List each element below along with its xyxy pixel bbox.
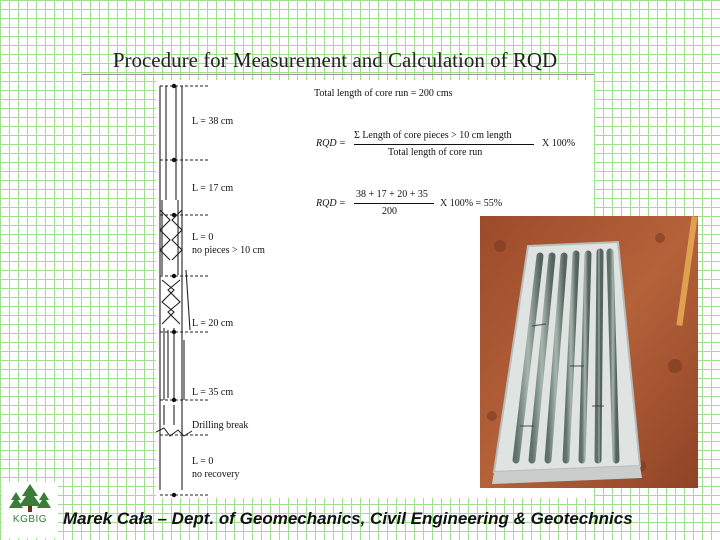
total-run-text: Total length of core run = 200 cms <box>314 88 453 99</box>
rqd-label-1: RQD = <box>316 138 346 149</box>
calc-numerator: 38 + 17 + 20 + 35 <box>356 189 428 200</box>
fraction-line-2 <box>354 203 434 204</box>
logo-text: KGBIG <box>12 514 48 525</box>
calc-result: X 100% = 55% <box>440 198 503 209</box>
kgbig-logo <box>2 482 58 538</box>
footer-text: Marek Cała – Dept. of Geomechanics, Civil Engineering & Geotechnics <box>63 509 633 528</box>
label-piece-35: L = 35 cm <box>192 387 234 398</box>
label-no-recovery: no recovery <box>192 469 240 480</box>
title-underline <box>82 74 594 75</box>
label-fractured-zone: L = 0 <box>192 232 214 243</box>
label-drilling-break: Drilling break <box>192 420 249 431</box>
rqd-label-2: RQD = <box>316 198 346 209</box>
core-run-diagram <box>156 80 296 498</box>
rqd-numerator: Σ Length of core pieces > 10 cm length <box>354 130 512 141</box>
tree-icon <box>2 482 58 514</box>
calc-denominator: 200 <box>382 206 397 217</box>
label-no-pieces: no pieces > 10 cm <box>192 245 265 256</box>
fraction-line-1 <box>354 144 534 145</box>
rqd-denominator: Total length of core run <box>388 147 483 158</box>
label-no-recovery-l: L = 0 <box>192 456 214 467</box>
label-piece-17: L = 17 cm <box>192 183 234 194</box>
label-piece-38: L = 38 cm <box>192 116 234 127</box>
core-box-photo <box>480 216 698 488</box>
label-piece-20: L = 20 cm <box>192 318 234 329</box>
rqd-times-1: X 100% <box>542 138 576 149</box>
slide-title: Procedure for Measurement and Calculation of RQD <box>112 48 558 72</box>
